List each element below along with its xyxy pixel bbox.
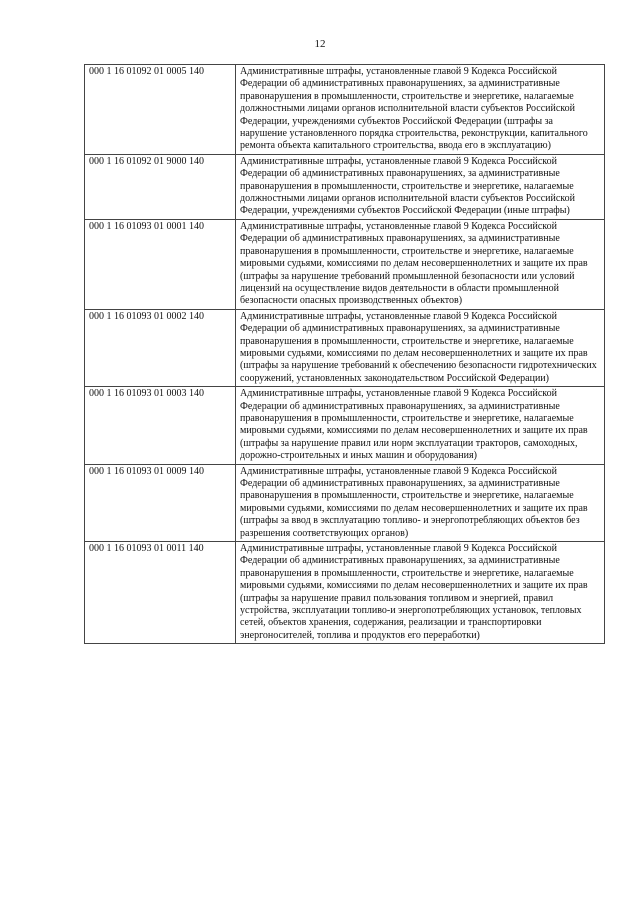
budget-code: 000 1 16 01093 01 0011 140 bbox=[85, 542, 236, 644]
table-row bbox=[85, 309, 605, 386]
budget-code: 000 1 16 01093 01 0003 140 bbox=[85, 387, 236, 464]
table-row bbox=[85, 464, 605, 541]
code-description: Административные штрафы, установленные главой 9 Кодекса Российской Федерации об административных правонарушениях, за административные правонарушения в промышленности, строительстве и энергетике, налагаемые мировыми судьями, комиссиями по делам несовершеннолетних и защите их прав (штрафы за нарушение правил или норм эксплуатации тракторов, самоходных, дорожно-строительных и иных машин и оборудования) bbox=[236, 387, 605, 464]
budget-code: 000 1 16 01092 01 0005 140 bbox=[85, 65, 236, 155]
table-row bbox=[85, 387, 605, 464]
budget-codes-table bbox=[84, 64, 605, 644]
code-description: Административные штрафы, установленные главой 9 Кодекса Российской Федерации об административных правонарушениях, за административные правонарушения в промышленности, строительстве и энергетике, налагаемые мировыми судьями, комиссиями по делам несовершеннолетних и защите их прав (штрафы за ввод в эксплуатацию топливо- и энергопотребляющих объектов без разрешения соответствующих органов) bbox=[236, 464, 605, 541]
budget-code: 000 1 16 01093 01 0002 140 bbox=[85, 309, 236, 386]
table-row bbox=[85, 154, 605, 219]
table-row bbox=[85, 219, 605, 309]
code-description: Административные штрафы, установленные главой 9 Кодекса Российской Федерации об административных правонарушениях, за административные правонарушения в промышленности, строительстве и энергетике, налагаемые мировыми судьями, комиссиями по делам несовершеннолетних и защите их прав (штрафы за нарушение правил пользования топливом и энергией, правил устройства, эксплуатации топливо-и энергопотребляющих установок, тепловых сетей, объектов хранения, содержания, реализации и транспортировки энергоносителей, топлива и продуктов его переработки) bbox=[236, 542, 605, 644]
budget-code: 000 1 16 01092 01 9000 140 bbox=[85, 154, 236, 219]
budget-code: 000 1 16 01093 01 0009 140 bbox=[85, 464, 236, 541]
code-description: Административные штрафы, установленные главой 9 Кодекса Российской Федерации об административных правонарушениях, за административные правонарушения в промышленности, строительстве и энергетике, налагаемые мировыми судьями, комиссиями по делам несовершеннолетних и защите их прав (штрафы за нарушение требований промышленной безопасности или условий лицензий на осуществление видов деятельности в области промышленной безопасности опасных производственных объектов) bbox=[236, 219, 605, 309]
table-row bbox=[85, 65, 605, 155]
page-number: 12 bbox=[314, 38, 326, 50]
code-description: Административные штрафы, установленные главой 9 Кодекса Российской Федерации об административных правонарушениях, за административные правонарушения в промышленности, строительстве и энергетике, налагаемые должностными лицами органов исполнительной власти субъектов Российской Федерации, учреждениями субъектов Российской Федерации (штрафы за нарушение установленного порядка строительства, реконструкции, капитального ремонта объекта капитального строительства, ввода его в эксплуатацию) bbox=[236, 65, 605, 155]
code-description: Административные штрафы, установленные главой 9 Кодекса Российской Федерации об административных правонарушениях, за административные правонарушения в промышленности, строительстве и энергетике, налагаемые мировыми судьями, комиссиями по делам несовершеннолетних и защите их прав (штрафы за нарушение требований к обеспечению безопасности гидротехнических сооружений, установленных законодательством Российской Федерации) bbox=[236, 309, 605, 386]
code-description: Административные штрафы, установленные главой 9 Кодекса Российской Федерации об административных правонарушениях, за административные правонарушения в промышленности, строительстве и энергетике, налагаемые должностными лицами органов исполнительной власти субъектов Российской Федерации, учреждениями субъектов Российской Федерации (иные штрафы) bbox=[236, 154, 605, 219]
table-row bbox=[85, 542, 605, 644]
budget-code: 000 1 16 01093 01 0001 140 bbox=[85, 219, 236, 309]
